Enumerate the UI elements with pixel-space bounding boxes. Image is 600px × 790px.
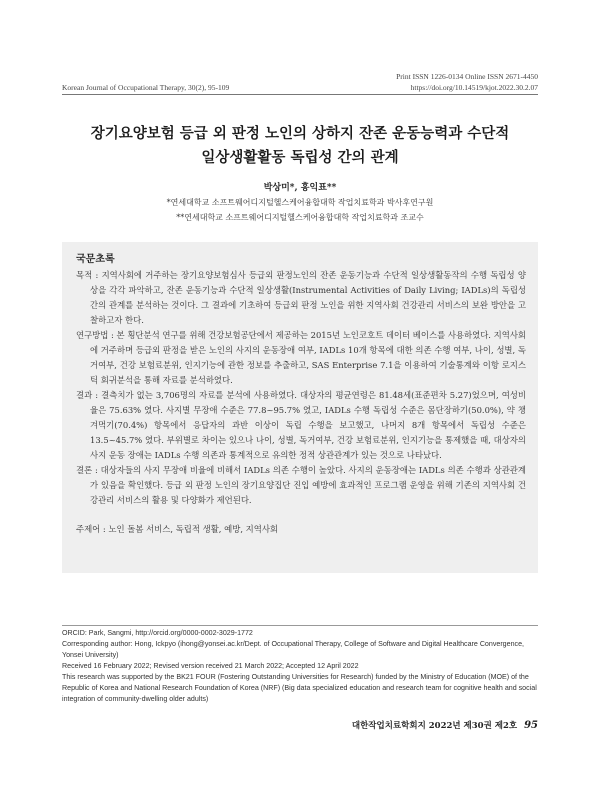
journal-citation: Korean Journal of Occupational Therapy, 30(2), 95-109 [62, 83, 230, 92]
title-line-2: 일상생활활동 독립성 간의 관계 [201, 149, 399, 166]
abstract-heading: 국문초록 [76, 254, 115, 265]
footnotes [62, 628, 538, 705]
abstract-conclusion: 결론 : 대상자들의 사지 무장애 비율에 비해서 IADLs 의존 수행이 높았다. 사지의 운동장애는 IADLs 의존 수행과 상관관계가 있음을 확인했다. 등급 외 판정 노인의 장기요양집단 진입 예방에 효과적인 프로그램 운영을 위해 기존의 지역사회 건강관리 서비스의 활용 및 다양화가 제언된다. [76, 465, 526, 505]
footnote-funding: This research was supported by the BK21 FOUR (Fostering Outstanding Universities for Research) funded by the Ministry of Education (MOE) of the Republic of Korea and National Research Foundation of Korea (NRF) (Big data specialized education and research team for cognitive health and social integration of community-dwelling older adults) [62, 673, 537, 703]
footnote-dates: Received 16 February 2022; Revised version received 21 March 2022; Accepted 12 April 2022 [62, 662, 359, 670]
title-line-1: 장기요양보험 등급 외 판정 노인의 상하지 잔존 운동능력과 수단적 [90, 125, 510, 142]
author-list: 박상미*, 홍익표** [263, 183, 337, 193]
page-number: 95 [524, 720, 538, 731]
footnote-rule [62, 625, 538, 626]
issn-text: Print ISSN 1226-0134 Online ISSN 2671-4450 [396, 72, 538, 81]
abstract-body [76, 268, 526, 537]
issn-doi-block [396, 71, 538, 93]
abstract-methods: 연구방법 : 본 횡단분석 연구를 위해 건강보험공단에서 제공하는 2015년 노인코호트 데이터 베이스를 사용하였다. 지역사회에 거주하며 등급외 판정을 받은 노인의 사지의 운동장애 여부, IADLs 10개 항목에 대한 의존 수행 여부, 나이, 성별, 독거여부, 건강 보험료분위, 인지기능에 관한 정보를 추출하고, SAS Enterprise 7.1을 이용하여 기술통계와 이항 로지스틱 회귀분석을 통해 자료를 분석하였다. [76, 330, 526, 385]
header-rule [62, 94, 538, 95]
paper-title [40, 122, 560, 170]
affiliation-1: *연세대학교 소프트웨어디지털헬스케어융합대학 작업치료학과 박사후연구원 [166, 198, 434, 207]
page-footer [352, 719, 538, 731]
abstract-purpose: 목적 : 지역사회에 거주하는 장기요양보험심사 등급외 판정노인의 잔존 운동기능과 수단적 일상생활동작의 수행 독립성 양상을 각각 파악하고, 잔존 운동기능과 수단적 일상생활(Instrumental Activities of Daily Living; IADLs)의 독립성 간의 관계를 분석하는 것이다. 그 결과에 기초하여 등급외 판정 노인을 위한 지역사회 건강관리 서비스의 보완 방안을 고찰하고자 한다. [76, 270, 526, 325]
footer-journal: 대한작업치료학회지 2022년 제30권 제2호 [351, 721, 518, 731]
affiliation-2: **연세대학교 소프트웨어디지털헬스케어융합대학 작업치료학과 조교수 [176, 213, 424, 222]
abstract-keywords: 주제어 : 노인 돌봄 서비스, 독립적 생활, 예방, 지역사회 [76, 524, 278, 534]
doi-text: https://doi.org/10.14519/kjot.2022.30.2.07 [410, 83, 538, 92]
footnote-corresponding: Corresponding author: Hong, Ickpyo (ihong@yonsei.ac.kr/Dept. of Occupational Therapy, College of Software and Digital Healthcare Convergence, Yonsei University) [62, 640, 524, 659]
abstract-results: 결과 : 결측치가 없는 3,706명의 자료를 분석에 사용하였다. 대상자의 평균연령은 81.48세(표준편차 5.27)었으며, 여성비율은 75.63% 였다. 사지별 무장애 수준은 77.8~95.7% 였고, IADLs 수행 독립성 수준은 몸단장하기(50.0%), 약 챙겨먹기(70.4%) 항목에서 응답자의 과반 이상이 독립 수행을 보고했고, 나머지 8개 항목에서 독립성 수준은 13.5~45.7% 였다. 부위별로 차이는 있으나 나이, 성별, 독거여부, 건강 보험료분위, 인지기능을 통제했을 때, 대상자의 사지 운동 장애는 IADLs 수행 의존과 통계적으로 유의한 정적 상관관계가 있는 것으로 나타났다. [76, 390, 526, 460]
footnote-orcid: ORCID: Park, Sangmi, http://orcid.org/0000-0002-3029-1772 [62, 629, 253, 637]
